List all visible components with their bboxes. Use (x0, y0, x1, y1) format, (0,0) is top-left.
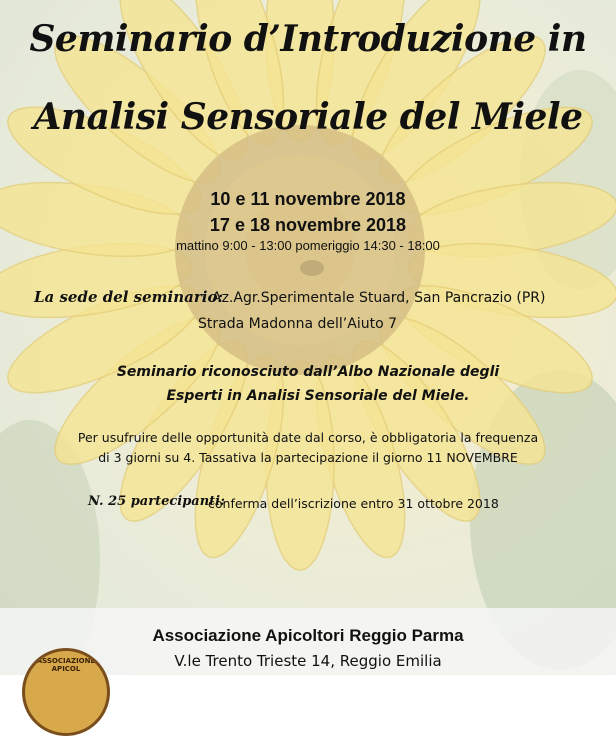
venue-name: Az.Agr.Sperimentale Stuard, San Pancrazio (PR) (212, 290, 546, 306)
attendance-note (0, 428, 616, 468)
attendance-line: di 3 giorni su 4. Tassativa la partecipazione il giorno 11 NOVEMBRE (98, 450, 518, 465)
date-line: 17 e 18 novembre 2018 (209, 215, 407, 235)
seminar-times: mattino 9:00 - 13:00 pomeriggio 14:30 - 18:00 (176, 238, 440, 253)
recognition-line: Seminario riconosciuto dall’Albo Nazionale degli (116, 364, 500, 380)
attendance-line: Per usufruire delle opportunità date dal corso, è obbligatoria la frequenza (77, 430, 539, 445)
participants-label: N. 25 partecipanti: (88, 494, 225, 509)
recognition-note (0, 360, 616, 408)
title-line-2: Analisi Sensoriale del Miele (33, 96, 583, 138)
organization-name: Associazione Apicoltori Reggio Parma (152, 626, 464, 645)
venue-street: Strada Madonna dell’Aiuto 7 (198, 316, 397, 332)
date-line: 10 e 11 novembre 2018 (210, 189, 406, 209)
recognition-line: Esperti in Analisi Sensoriale del Miele. (166, 388, 470, 404)
participants-text: conferma dell’iscrizione entro 31 ottobre 2018 (208, 496, 499, 511)
organization-address: V.le Trento Trieste 14, Reggio Emilia (174, 652, 442, 670)
title-line-1: Seminario d’Introduzione in (29, 18, 587, 60)
logo-text: ASSOCIAZIONE APICOL (36, 657, 96, 673)
venue-label: La sede del seminario: (34, 288, 224, 306)
seminar-dates (0, 186, 616, 238)
